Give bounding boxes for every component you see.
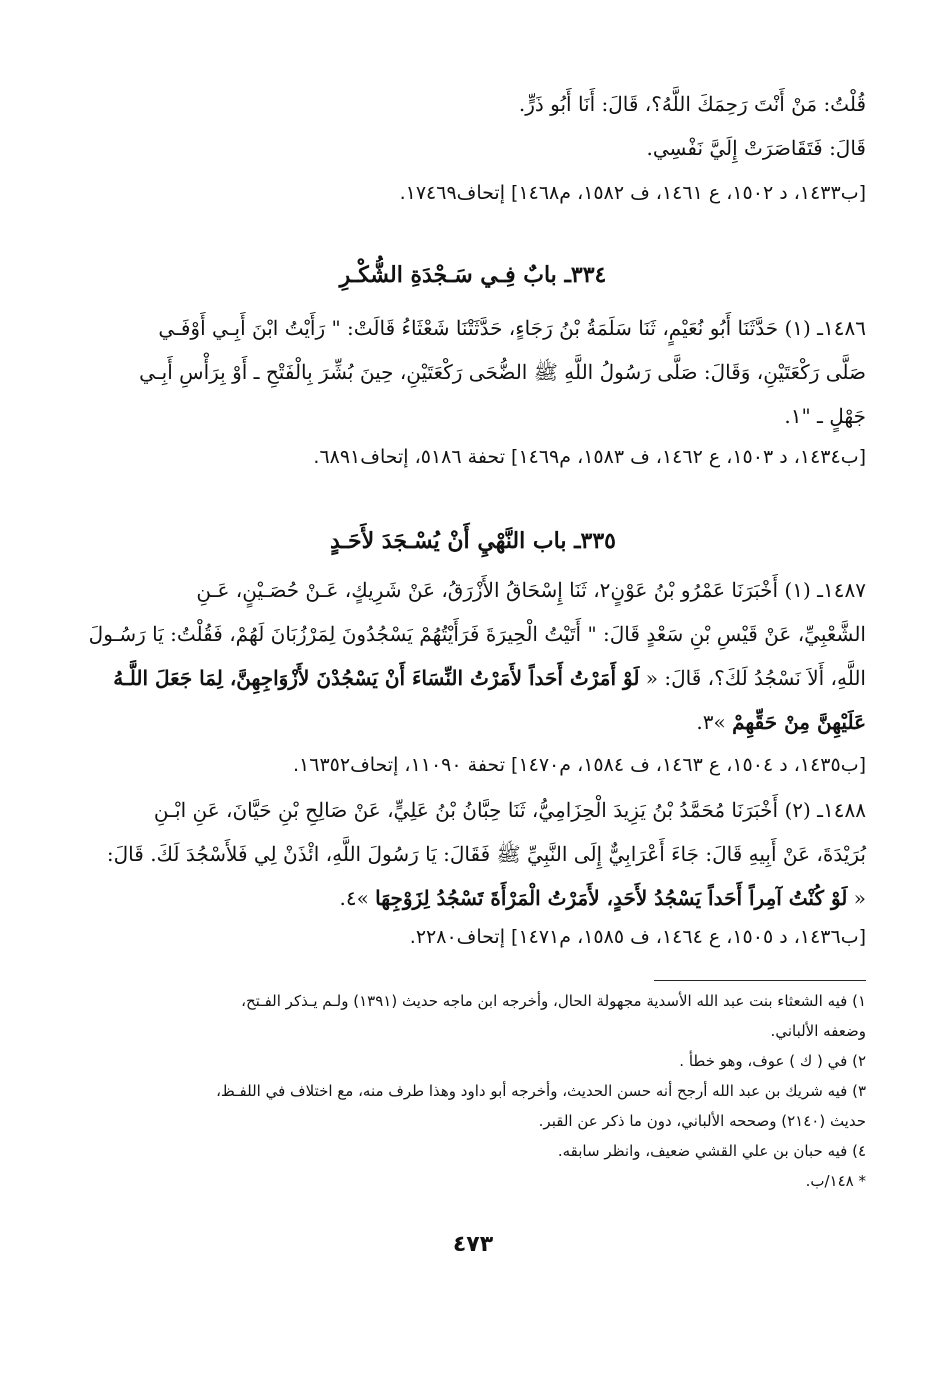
reference-line: [ب١٤٣٥، د ١٥٠٤، ع ١٤٦٣، ف ١٥٨٤، م١٤٧٠] تحفة ١١٠٩٠، إتحاف١٦٣٥٢. xyxy=(292,754,866,776)
text-line: ١٤٨٧ـ (١) أَخْبَرَنَا عَمْرُو بْنُ عَوْنٍ٢، ثَنَا إِسْحَاقُ الأَزْرَقُ، عَنْ شَرِيكٍ، عَـنْ حُصَـيْنٍ، عَـنِ xyxy=(196,578,866,602)
hadith-1488 xyxy=(80,788,866,920)
footnote-3: ٣) فيه شريك بن عبد الله أرجح أنه حسن الحديث، وأخرجه أبو داود وهذا طرف منه، مع اختلاف في اللفـظ، xyxy=(216,1082,866,1100)
chapter-title-335: ٣٣٥ـ باب النَّهْيِ أَنْ يُسْـجَدَ لأَحَـدٍ xyxy=(329,528,616,554)
footnote-2: ٢) في ( ك ) عوف، وهو خطأ . xyxy=(679,1052,866,1070)
text-line: صَلَّى رَكْعَتَيْنِ، وَقَالَ: صَلَّى رَسُولُ اللَّهِ ﷺ الضُّحَى رَكْعَتَيْنِ، حِينَ بُشِّرَ بِالْفَتْحِ ـ أَوْ بِرَأْسِ أَبِـي xyxy=(139,360,866,384)
hadith-1486 xyxy=(80,306,866,438)
text-line xyxy=(80,876,866,920)
top-continuation xyxy=(80,82,866,170)
footnote-4: ٤) فيه حبان بن علي القشي ضعيف، وانظر سابقه. xyxy=(557,1142,866,1160)
prophetic-text: عَلَيْهِنَّ مِنْ حَقِّهِمْ xyxy=(732,710,866,734)
text-line: الشَّعْبِيِّ، عَنْ قَيْسِ بْنِ سَعْدٍ قَالَ: " أَتَيْتُ الْحِيرَةَ فَرَأَيْتُهُمْ يَسْجُدُونَ لِمَرْزُبَانَ لَهُمْ، فَقُلْتُ: يَا رَسُـولَ xyxy=(88,622,866,646)
prophetic-text: لَوْ كُنْتُ آمِراً أَحَداً يَسْجُدُ لأَحَدٍ، لأَمَرْتُ الْمَرْأَةَ تَسْجُدُ لِزَوْجِهَا xyxy=(375,886,848,910)
text-line: ١٤٨٨ـ (٢) أَخْبَرَنَا مُحَمَّدُ بْنُ يَزِيدَ الْحِزَامِيُّ، ثَنَا حِبَّانُ بْنُ عَلِيٍّ، عَنْ صَالِحِ بْنِ حَيَّانَ، عَنِ ابْـنِ xyxy=(153,798,866,822)
prophetic-text: لَوْ أَمَرْتُ أَحَداً لأَمَرْتُ النِّسَاءَ أَنْ يَسْجُدْنَ لأَزْوَاجِهِنَّ، لِمَا جَعَلَ اللَّـهُ xyxy=(113,666,640,690)
reference-line: [ب١٤٣٦، د ١٥٠٥، ع ١٤٦٤، ف ١٥٨٥، م١٤٧١] إتحاف٢٢٨٠. xyxy=(409,926,866,948)
footnotes xyxy=(80,986,866,1196)
footnote-1-cont: وضعفه الألباني. xyxy=(770,1022,866,1040)
footnote-divider xyxy=(654,980,866,981)
footnote-1: ١) فيه الشعثاء بنت عبد الله الأسدية مجهولة الحال، وأخرجه ابن ماجه حديث (١٣٩١) ولـم يـذكر الفـتح، xyxy=(241,992,866,1010)
plain-text: « xyxy=(853,886,866,910)
footnote-3-cont: حديث (٢١٤٠) وصححه الألباني، دون ما ذكر عن القبر. xyxy=(538,1112,866,1130)
text-line: ١٤٨٦ـ (١) حَدَّثَنَا أَبُو نُعَيْمٍ، ثَنَا سَلَمَةُ بْنُ رَجَاءٍ، حَدَّثَتْنَا شَعْثَاءُ قَالَتْ: " رَأَيْتُ ابْنَ أَبِـي أَوْفَـي xyxy=(158,316,866,340)
plain-text: »٤. xyxy=(339,886,369,910)
chapter-title-334: ٣٣٤ـ بابٌ فِـي سَـجْدَةِ الشُّكْـرِ xyxy=(339,262,607,288)
footnote-5: * ١٤٨/ب. xyxy=(805,1172,866,1190)
text-line: جَهْلٍ ـ "١. xyxy=(784,404,866,428)
text-line: بُرَيْدَةَ، عَنْ أَبِيهِ قَالَ: جَاءَ أَعْرَابِيٌّ إِلَى النَّبِيِّ ﷺ فَقَالَ: يَا رَسُولَ اللَّهِ، ائْذَنْ لِي فَلأَسْجُدَ لَكَ. قَالَ: xyxy=(106,842,866,866)
plain-text: »٣. xyxy=(696,710,726,734)
plain-text: اللَّهِ، أَلاَ نَسْجُدُ لَكَ؟، قَالَ: « xyxy=(645,666,866,690)
reference-line: [ب١٤٣٣، د ١٥٠٢، ع ١٤٦١، ف ١٥٨٢، م١٤٦٨] إتحاف١٧٤٦٩. xyxy=(399,182,866,204)
hadith-1487 xyxy=(80,568,866,744)
text-line xyxy=(80,656,866,700)
text-line xyxy=(80,700,866,744)
reference-line: [ب١٤٣٤، د ١٥٠٣، ع ١٤٦٢، ف ١٥٨٣، م١٤٦٩] تحفة ٥١٨٦، إتحاف٦٨٩١. xyxy=(313,446,866,468)
text-line: قُلْتُ: مَنْ أَنْتَ رَحِمَكَ اللَّهُ؟، قَالَ: أَنَا أَبُو ذَرٍّ. xyxy=(518,92,866,116)
text-line: قَالَ: فَتَقَاصَرَتْ إِلَيَّ نَفْسِي. xyxy=(646,136,866,160)
page-number: ٤٧٣ xyxy=(452,1232,494,1257)
